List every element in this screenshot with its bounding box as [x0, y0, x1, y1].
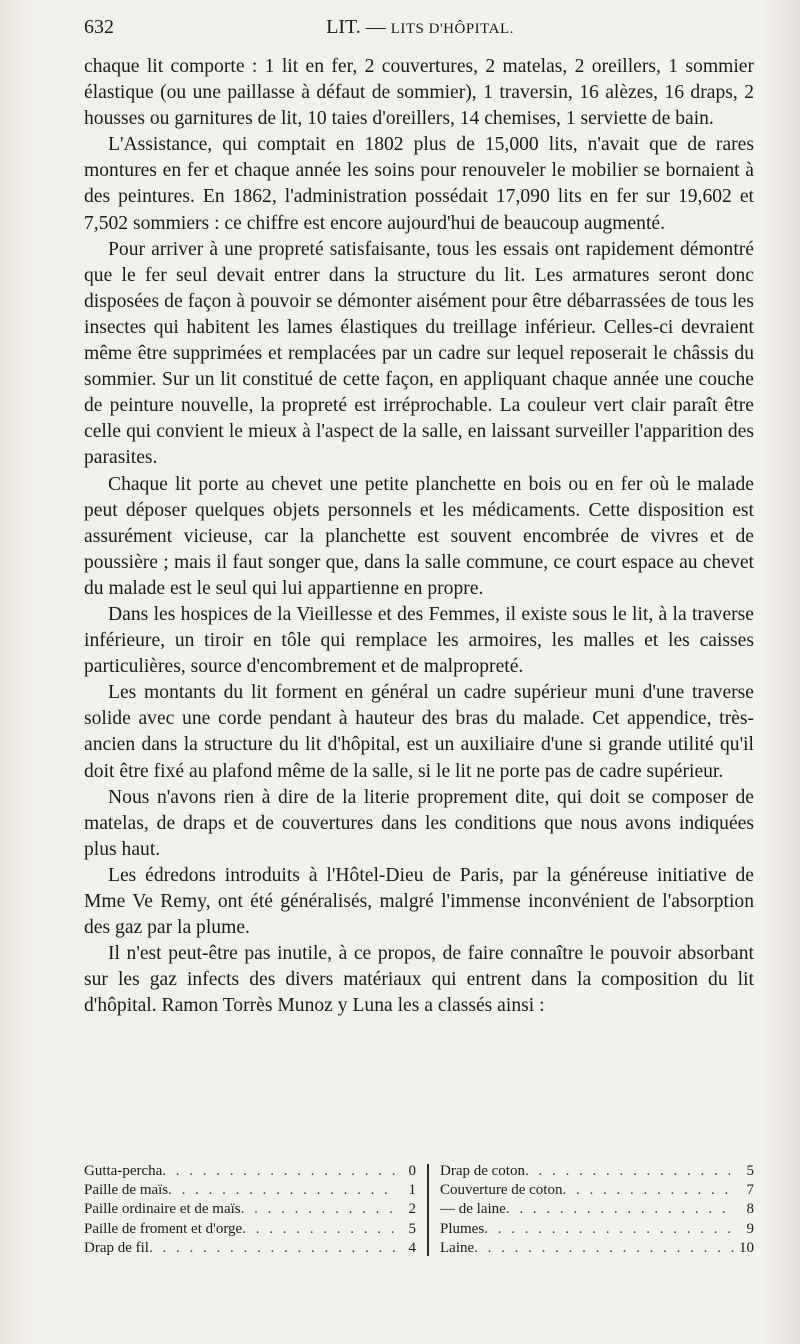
- page-header: [84, 14, 756, 46]
- row-label: Paille de maïs: [84, 1182, 169, 1199]
- paragraph: Dans les hospices de la Vieillesse et des Femmes, il existe sous le lit, à la traverse inférieure, un tiroir en tôle qui remplace les armoires, les malles et les caisses particulières, source d'encombrement et de malpropreté.: [84, 603, 754, 678]
- row-label: Paille de froment et d'orge: [84, 1220, 243, 1237]
- paragraph: chaque lit comporte : 1 lit en fer, 2 couvertures, 2 matelas, 2 oreillers, 1 sommier élastique (ou une paillasse à défaut de sommier), 1 traversin, 16 alèzes, 16 draps, 2 housses ou garnitures de lit, 10 taies d'oreillers, 14 chemises, 1 serviette de bain.: [84, 56, 754, 130]
- row-label: Gutta-percha: [84, 1163, 163, 1179]
- table-row: [440, 1200, 754, 1219]
- paragraph: Il n'est peut-être pas inutile, à ce propos, de faire connaître le pouvoir absorbant sur les gaz infects des divers matériaux qui entrent dans la composition du lit d'hôpital. Ramon Torrès Munoz y Luna les a classés ainsi :: [84, 943, 754, 1017]
- paragraph: Pour arriver à une propreté satisfaisante, tous les essais ont rapidement démontré que le fer seul devait entrer dans la structure du lit. Les armatures seront donc disposées de façon à pouvoir se démonter aisément pour être débarrassées de tous les insectes qui habitent les lames élastiques du treillage inférieur. Celles-ci devraient même être supprimées et remplacées par un cadre sur lequel reposerait le châssis du sommier. Sur un lit constitué de cette façon, en appliquant chaque année une couche de peinture nouvelle, la propreté est irréprochable. La couleur vert clair paraît être celle qui convient le mieux à l'aspect de la salle, en laissant surveiller l'apparition des parasites.: [84, 238, 754, 469]
- dot-leader: [162, 1162, 398, 1181]
- table-row: [84, 1220, 416, 1239]
- row-label: Paille ordinaire et de maïs: [84, 1201, 241, 1218]
- table-column-left: [84, 1162, 416, 1258]
- dot-leader: [149, 1239, 398, 1258]
- table-column-right: [440, 1162, 754, 1258]
- row-label: Laine: [440, 1239, 475, 1256]
- dot-leader: [242, 1220, 398, 1239]
- table-row: [84, 1181, 416, 1200]
- table-row: [84, 1162, 416, 1181]
- row-value: 2: [408, 1201, 416, 1218]
- row-label: Drap de coton: [440, 1163, 525, 1179]
- dot-leader: [168, 1181, 398, 1200]
- table-row: [440, 1220, 754, 1239]
- dot-leader: [241, 1200, 398, 1219]
- table-row: [440, 1162, 754, 1181]
- row-value: 7: [746, 1182, 754, 1199]
- paragraph: Les édredons introduits à l'Hôtel-Dieu de Paris, par la généreuse initiative de Mme Ve Remy, ont été généralisés, malgré l'immense inconvénient de l'absorption des gaz par la plume.: [84, 864, 754, 939]
- table-row: [440, 1239, 754, 1258]
- row-value: 0: [408, 1163, 416, 1179]
- paragraph: Chaque lit porte au chevet une petite planchette en bois ou en fer où le malade peut déposer quelques objets personnels et les médicaments. Cette disposition est assurément vicieuse, car la planchette est souvent encombrée de vivres et de poussière ; mais il faut songer que, dans la salle commune, ce court espace au chevet du malade est le seul qui lui appartienne en propre.: [84, 473, 754, 599]
- table-row: [440, 1181, 754, 1200]
- running-head: [84, 16, 756, 39]
- row-value: 9: [746, 1220, 754, 1237]
- row-value: 5: [408, 1220, 416, 1237]
- dot-leader: [506, 1200, 736, 1219]
- column-divider: [427, 1164, 429, 1256]
- row-value: 4: [408, 1239, 416, 1256]
- running-title: LIT. —: [326, 16, 386, 38]
- row-label: Couverture de coton: [440, 1182, 563, 1199]
- dot-leader: [562, 1181, 736, 1200]
- row-label: — de laine: [440, 1201, 506, 1218]
- body-text: [84, 54, 754, 1019]
- page-number: 632: [84, 16, 114, 38]
- paragraph: L'Assistance, qui comptait en 1802 plus de 15,000 lits, n'avait que de rares montures en fer et chaque année les soins pour renouveler le mobilier se bornaient à des peintures. En 1862, l'administration possédait 17,090 lits en fer sur 19,602 et 7,502 sommiers : ce chiffre est encore aujourd'hui de beaucoup augmenté.: [84, 134, 754, 234]
- dot-leader: [484, 1220, 736, 1239]
- row-value: 5: [746, 1163, 754, 1179]
- table-row: [84, 1200, 416, 1219]
- row-label: Drap de fil: [84, 1239, 149, 1256]
- row-label: Plumes: [440, 1220, 485, 1237]
- dot-leader: [525, 1162, 736, 1181]
- row-value: 8: [746, 1201, 754, 1218]
- paragraph: Les montants du lit forment en général un cadre supérieur muni d'une traverse solide avec une corde pendant à hauteur des bras du malade. Cet appendice, très-ancien dans la structure du lit d'hôpital, est un auxiliaire d'une si grande utilité qu'il doit être fixé au plafond même de la salle, si le lit ne porte pas de cadre supérieur.: [84, 682, 754, 782]
- table-row: [84, 1239, 416, 1258]
- row-value: 1: [408, 1182, 416, 1199]
- running-subtitle: LITS D'HÔPITAL.: [390, 21, 514, 37]
- row-value: 10: [739, 1239, 754, 1256]
- dot-leader: [474, 1239, 735, 1258]
- paragraph: Nous n'avons rien à dire de la literie proprement dite, qui doit se composer de matelas, de draps et de couvertures dans les conditions que nous avons indiquées plus haut.: [84, 786, 754, 860]
